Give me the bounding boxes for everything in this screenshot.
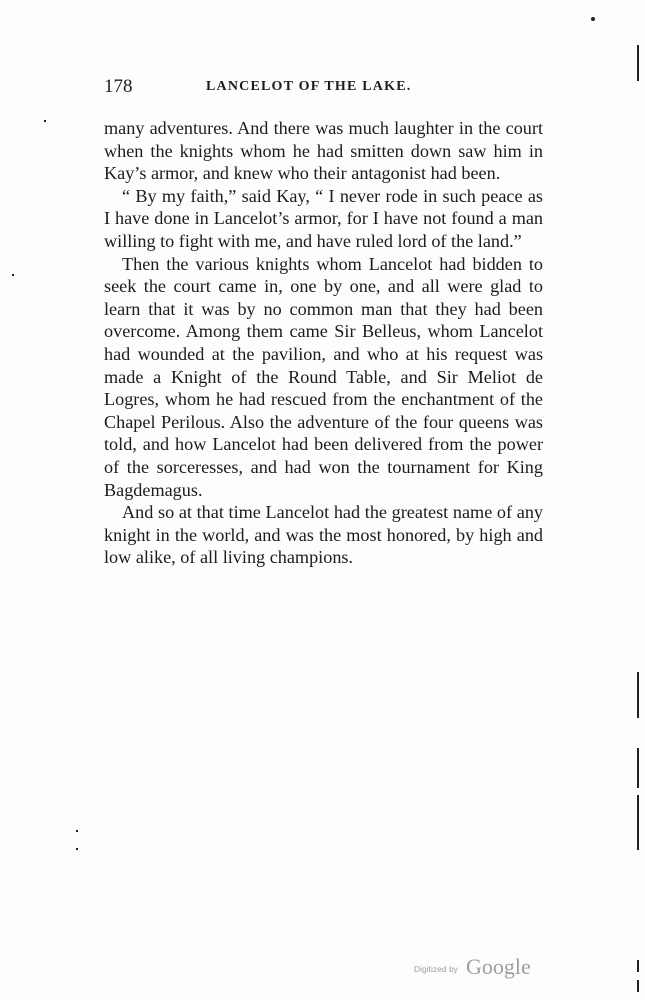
- text-line: Then the various knights whom Lancelot had: [122, 253, 466, 274]
- text-line: champions.: [269, 547, 354, 568]
- scan-edge-mark: [44, 120, 46, 122]
- text-line: that they had been overcome. Among them came: [104, 298, 543, 342]
- scan-edge-mark: [591, 17, 595, 21]
- text-line: tournament for King Bagdemagus.: [104, 456, 543, 500]
- text-line: peace as I have done in Lancelot’s armor, for I have: [104, 185, 543, 229]
- text-line: all were glad to learn that it was by no common man: [104, 276, 543, 319]
- paragraph: [104, 501, 543, 569]
- scan-edge-mark: [637, 748, 639, 788]
- text-line: pavilion, and who at his request was made a Knight: [104, 343, 544, 387]
- scan-edge-mark: [637, 45, 639, 81]
- page-header: [104, 76, 536, 100]
- scan-edge-mark: [76, 830, 78, 832]
- text-line: “ By my faith,” said Kay, “ I never rode in such: [122, 185, 476, 206]
- scan-edge-mark: [637, 960, 639, 972]
- text-line: And so at that time Lancelot had the greatest: [122, 502, 449, 523]
- body-text: [104, 117, 543, 569]
- text-line: many adventures. And there was much laughter: [104, 118, 454, 138]
- scan-edge-mark: [12, 274, 14, 276]
- text-line: Perilous. Also the adventure of the four queens: [161, 411, 510, 432]
- text-line: he had rescued from the enchantment of the Chapel: [104, 389, 544, 432]
- text-line: antagonist had been.: [351, 163, 501, 184]
- text-line: bidden to seek the court came in, one by one, and: [104, 253, 543, 297]
- scan-edge-mark: [637, 980, 639, 992]
- paragraph: [104, 253, 543, 502]
- scan-edge-mark: [637, 795, 639, 850]
- text-line: the power of the sorceresses, and had won the: [104, 434, 544, 477]
- text-line: of the Round Table, and Sir Meliot de Logres, whom: [104, 366, 544, 410]
- google-logo: Google: [466, 954, 531, 979]
- watermark-prefix: Digitized by: [414, 964, 458, 974]
- scan-edge-mark: [76, 848, 78, 850]
- paragraph: [104, 185, 543, 253]
- text-line: ruled lord of the land.”: [355, 230, 522, 251]
- text-line: in the court when the knights whom he had smitten: [104, 118, 544, 161]
- page-number: 178: [104, 76, 133, 97]
- text-line: not found a man willing to fight with me, and have: [104, 208, 544, 251]
- text-line: Sir Belleus, whom Lancelot had wounded at the: [104, 321, 543, 364]
- paragraph: [104, 117, 543, 185]
- text-line: name of any knight in the world, and was the most: [104, 502, 544, 545]
- scan-edge-mark: [637, 672, 639, 718]
- text-line: down saw him in Kay’s armor, and knew who their: [104, 140, 543, 184]
- text-line: honored, by high and low alike, of all living: [104, 524, 544, 568]
- running-title: LANCELOT OF THE LAKE.: [206, 79, 412, 94]
- text-line: was told, and how Lancelot had been delivered from: [104, 411, 544, 455]
- digitized-watermark: [414, 954, 574, 984]
